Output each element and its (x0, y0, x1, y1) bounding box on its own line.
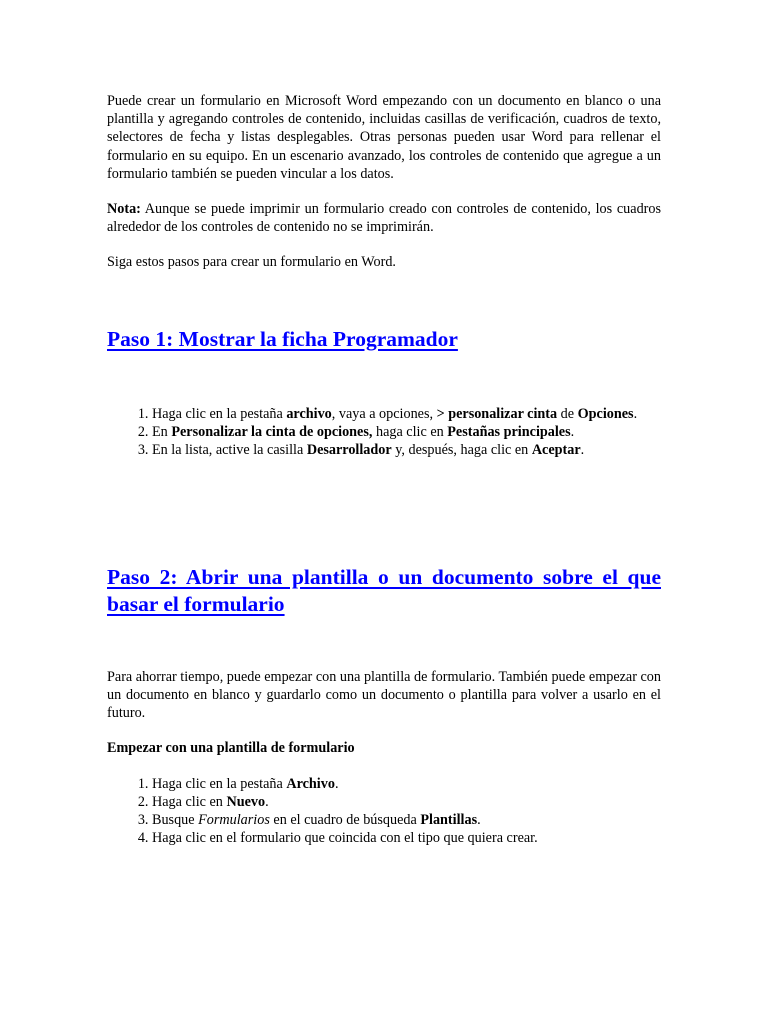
item-bold: Opciones (577, 405, 634, 422)
list-item (152, 441, 661, 459)
item-text: en el cuadro de búsqueda (269, 812, 421, 829)
step2-paragraph: Para ahorrar tiempo, puede empezar con una plantilla de formulario. También puede empezar con un documento en blanco y guardarlo como un documento o plantilla para volver a usarlo en el futuro. (107, 668, 661, 722)
follow-steps-paragraph: Siga estos pasos para crear un formulario en Word. (107, 254, 396, 271)
item-bold: archivo (286, 405, 332, 422)
item-bold: Aceptar (531, 441, 581, 458)
item-text: En (152, 423, 172, 440)
item-text: y, después, haga clic en (391, 441, 532, 458)
item-italic: Formularios (198, 812, 270, 829)
intro-paragraph: Puede crear un formulario en Microsoft Word empezando con un documento en blanco o una plantilla y agregando controles de contenido, incluidas casillas de verificación, cuadros de texto, selectores de fecha y listas desplegables. Otras personas pueden usar Word para rellenar el formulario en su equipo. En un escenario avanzado, los controles de contenido que agregue a un formulario también se pueden vincular a los datos. (107, 93, 661, 182)
step1-heading[interactable]: Paso 1: Mostrar la ficha Programador (107, 326, 458, 351)
step2-list (107, 775, 661, 847)
list-item (152, 811, 661, 829)
item-text: Haga clic en la pestaña (152, 776, 287, 793)
item-bold: Personalizar la cinta de opciones, (171, 423, 373, 440)
list-item (152, 775, 661, 793)
note-label: Nota: (107, 201, 141, 218)
step2-heading[interactable]: Paso 2: Abrir una plantilla o un documento sobre el que basar el formulario (107, 564, 661, 616)
item-text: de (557, 405, 578, 422)
item-bold: Pestañas principales (447, 423, 571, 440)
item-bold: Nuevo (226, 794, 266, 811)
item-bold: Desarrollador (306, 441, 392, 458)
item-text: . (265, 794, 269, 811)
note-text: Aunque se puede imprimir un formulario creado con controles de contenido, los cuadros alrededor de los controles de contenido no se imprimirán. (107, 201, 661, 236)
item-text: . (570, 423, 575, 440)
item-text: Busque (152, 812, 199, 829)
item-text: Haga clic en la pestaña (152, 405, 287, 422)
item-text: Haga clic en el formulario que coincida con el tipo que quiera crear. (152, 830, 538, 847)
list-item (152, 829, 661, 847)
item-text: Haga clic en (152, 794, 227, 811)
item-bold: > personalizar cinta (436, 405, 558, 422)
item-bold: Plantillas (420, 812, 478, 829)
document-page (107, 92, 661, 847)
item-bold: Archivo (286, 776, 335, 793)
list-item (152, 793, 661, 811)
list-item (152, 423, 661, 441)
note-paragraph (107, 200, 661, 236)
item-text: . (334, 776, 339, 793)
step1-list (107, 405, 661, 459)
item-text: , vaya a opciones, (331, 405, 437, 422)
item-text: . (580, 441, 585, 458)
item-text: haga clic en (372, 423, 448, 440)
item-text: . (633, 405, 638, 422)
item-text: En la lista, active la casilla (152, 441, 307, 458)
item-text: . (477, 812, 481, 829)
step2-subheading: Empezar con una plantilla de formulario (107, 740, 355, 757)
list-item (152, 405, 661, 423)
